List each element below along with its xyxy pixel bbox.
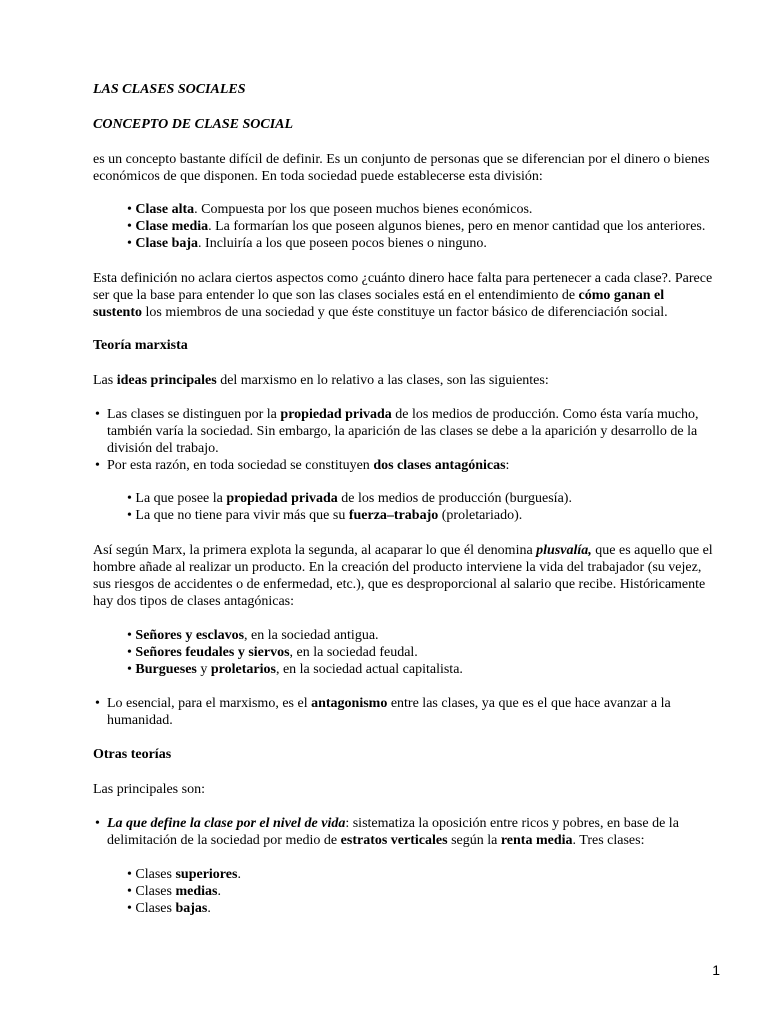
paragraph-line: sus riesgos de accidentes o de enfermedad, etc.), que es desproporcional al salario que recibe. Históricamente (93, 577, 706, 592)
emphasis-bold: propiedad privada (280, 407, 392, 422)
text-span: . (237, 867, 241, 882)
paragraph-line (93, 287, 664, 304)
paragraph-line: Esta definición no aclara ciertos aspectos como ¿cuánto dinero hace falta para pertenecer a cada clase?. Parece (93, 271, 713, 286)
emphasis-bold: proletarios (210, 662, 276, 677)
text-span: Clases (135, 901, 176, 916)
bullet-icon: • (127, 662, 132, 677)
emphasis-bold-italic: La que define la clase por el nivel de vida (107, 816, 346, 831)
text-span: que es aquello que el (591, 543, 713, 558)
paragraph-line (93, 304, 668, 321)
text-span: Las clases se distinguen por la (107, 407, 281, 422)
text-span: Así según Marx, la primera explota la segunda, al acaparar lo que él denomina (93, 543, 537, 558)
text-span: Clases (135, 867, 176, 882)
bullet-icon: • (127, 202, 132, 217)
item-text: . La formarían los que poseen algunos bienes, pero en menor cantidad que los anteriores. (208, 219, 706, 234)
text-span: , en la sociedad feudal. (289, 645, 418, 660)
item-line: también varía la sociedad. Sin embargo, la aparición de las clases se debe a la aparición y desarrollo de la (107, 424, 698, 439)
item-text: . Incluiría a los que poseen pocos bienes o ninguno. (198, 236, 487, 251)
paragraph-line: hay dos tipos de clases antagónicas: (93, 594, 295, 609)
text-span: : sistematiza la oposición entre ricos y pobres, en base de la (345, 816, 679, 831)
emphasis-bold: ideas principales (116, 373, 217, 388)
bullet-icon: • (127, 508, 132, 523)
emphasis-bold: cómo ganan el (578, 288, 665, 303)
emphasis-bold: Señores y esclavos (135, 628, 245, 643)
emphasis-bold: superiores (175, 867, 238, 882)
paragraph-line (93, 542, 713, 559)
emphasis-bold: Señores feudales y siervos (135, 645, 290, 660)
section-heading-concepto: CONCEPTO DE CLASE SOCIAL (93, 117, 294, 132)
emphasis-bold-italic: plusvalía, (536, 543, 592, 558)
term-bold: Clase alta (135, 202, 195, 217)
emphasis-bold: renta media (500, 833, 573, 848)
bullet-icon: • (127, 491, 132, 506)
paragraph-line: Las principales son: (93, 782, 205, 797)
text-span: La que posee la (135, 491, 227, 506)
paragraph-line (93, 372, 549, 389)
bullet-icon: • (127, 219, 132, 234)
text-span: , en la sociedad actual capitalista. (275, 662, 463, 677)
document-title: LAS CLASES SOCIALES (93, 82, 246, 97)
text-span: de los medios de producción (burguesía). (337, 491, 572, 506)
emphasis-bold: antagonismo (311, 696, 388, 711)
text-span: La que no tiene para vivir más que su (135, 508, 349, 523)
emphasis-bold: fuerza–trabajo (348, 508, 439, 523)
text-span: : (505, 458, 510, 473)
text-span: Lo esencial, para el marxismo, es el (107, 696, 312, 711)
list-item-burguesia (127, 490, 572, 507)
emphasis-bold: sustento (93, 305, 143, 320)
section-heading-marxista: Teoría marxista (93, 338, 188, 353)
emphasis-bold: Burgueses (135, 662, 197, 677)
paragraph-line: hombre añade al realizar un producto. En la creación del producto interviene la vida del trabajador (su vejez, (93, 560, 702, 575)
list-item-proletariado (127, 507, 522, 524)
emphasis-bold: dos clases antagónicas (373, 458, 506, 473)
item-line (107, 695, 671, 712)
bullet-icon: • (95, 696, 100, 711)
text-span: Clases (135, 884, 176, 899)
list-item-antigua (127, 627, 379, 644)
bullet-icon: • (95, 458, 100, 473)
term-bold: Clase media (135, 219, 209, 234)
text-span: , en la sociedad antigua. (244, 628, 379, 643)
text-span: del marxismo en lo relativo a las clases, son las siguientes: (216, 373, 549, 388)
text-span: entre las clases, ya que es el que hace avanzar a la (387, 696, 671, 711)
list-item-feudal (127, 644, 418, 661)
text-span: y (196, 662, 211, 677)
text-span: delimitación de la sociedad por medio de (107, 833, 341, 848)
page-number: 1 (712, 962, 720, 978)
text-span: . (217, 884, 221, 899)
item-line (107, 457, 509, 474)
emphasis-bold: propiedad privada (226, 491, 338, 506)
item-line: división del trabajo. (107, 441, 219, 456)
item-text: . Compuesta por los que poseen muchos bienes económicos. (194, 202, 533, 217)
list-item-clase-media (127, 218, 705, 235)
text-span: de los medios de producción. Como ésta varía mucho, (391, 407, 699, 422)
bullet-icon: • (95, 407, 100, 422)
list-item-bajas (127, 900, 211, 917)
list-item-clase-alta (127, 201, 532, 218)
text-span: los miembros de una sociedad y que éste constituye un factor básico de diferenciación social. (142, 305, 668, 320)
text-span: . (207, 901, 211, 916)
text-span: . Tres clases: (572, 833, 645, 848)
item-line (107, 815, 679, 832)
bullet-icon: • (127, 628, 132, 643)
text-span: Las (93, 373, 117, 388)
term-bold: Clase baja (135, 236, 199, 251)
text-span: Por esta razón, en toda sociedad se constituyen (107, 458, 374, 473)
bullet-icon: • (127, 884, 132, 899)
emphasis-bold: medias (175, 884, 218, 899)
list-item-clase-baja (127, 235, 487, 252)
bullet-icon: • (127, 901, 132, 916)
text-span: según la (447, 833, 501, 848)
text-span: ser que la base para entender lo que son las clases sociales está en el entendimiento de (93, 288, 579, 303)
emphasis-bold: bajas (175, 901, 208, 916)
item-line (107, 832, 644, 849)
emphasis-bold: estratos verticales (340, 833, 448, 848)
item-line: humanidad. (107, 713, 173, 728)
bullet-icon: • (95, 816, 100, 831)
list-item-medias (127, 883, 221, 900)
bullet-icon: • (127, 236, 132, 251)
paragraph-line: económicos de que disponen. En toda sociedad puede establecerse esta división: (93, 169, 543, 184)
paragraph-line: es un concepto bastante difícil de definir. Es un conjunto de personas que se diferencian por el dinero o bienes (93, 152, 710, 167)
bullet-icon: • (127, 645, 132, 660)
list-item-superiores (127, 866, 241, 883)
section-heading-otras: Otras teorías (93, 747, 172, 762)
list-item-capitalista (127, 661, 463, 678)
bullet-icon: • (127, 867, 132, 882)
item-line (107, 406, 699, 423)
text-span: (proletariado). (438, 508, 523, 523)
